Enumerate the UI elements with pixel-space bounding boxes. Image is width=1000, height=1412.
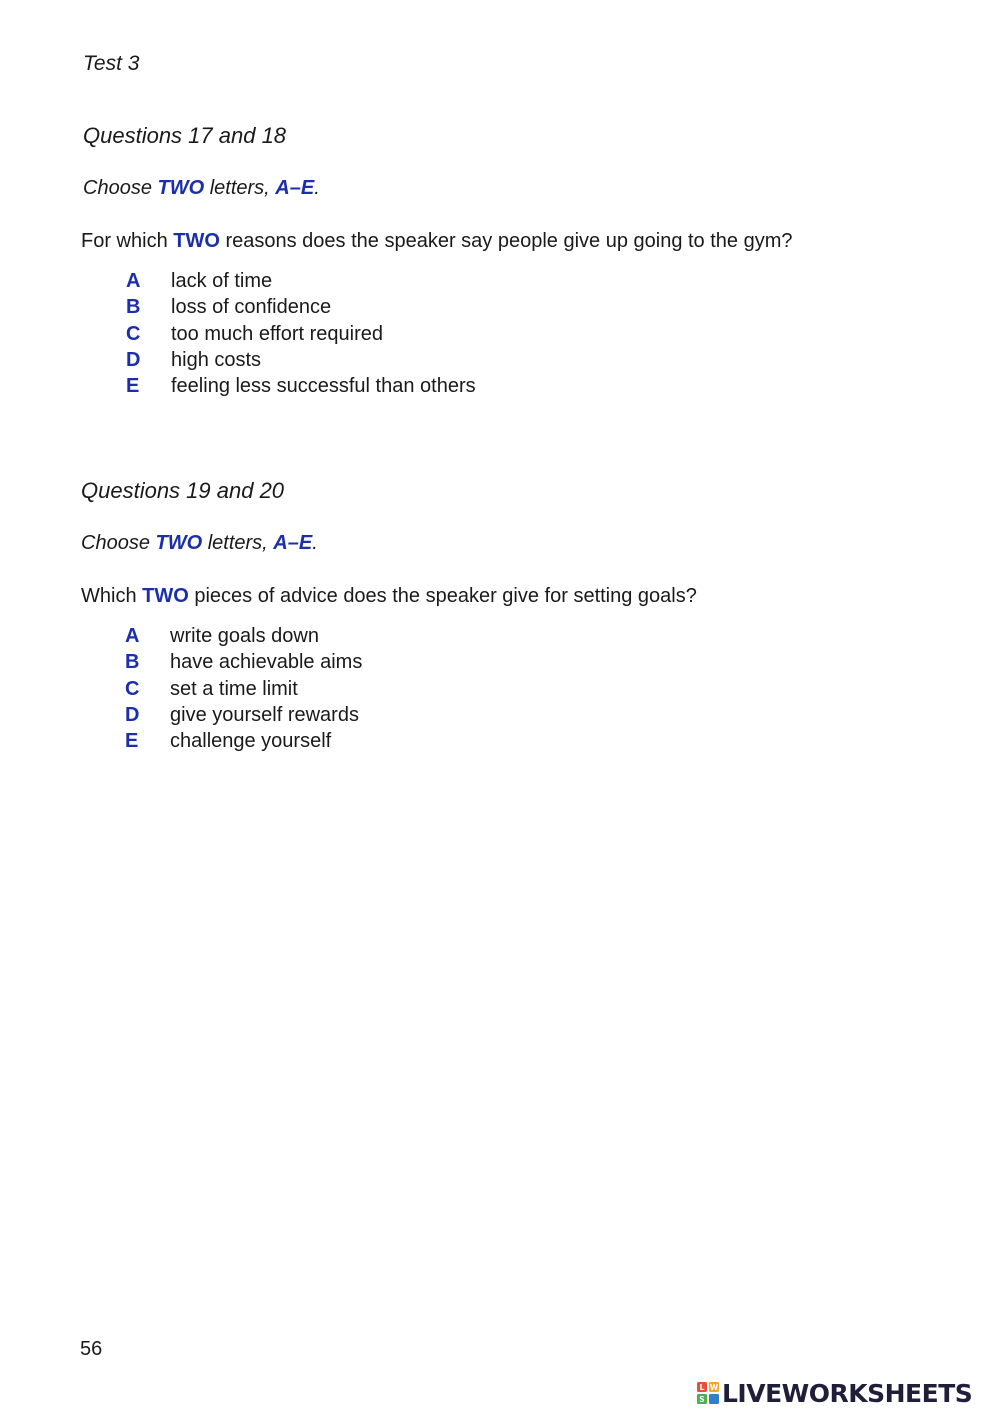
section2-prompt (81, 585, 697, 608)
option-text: loss of confidence (171, 296, 332, 319)
svg-text:S: S (699, 1395, 705, 1404)
option-letter: D (126, 348, 141, 371)
option-letter: C (126, 322, 141, 345)
svg-text:L: L (699, 1383, 705, 1393)
instruction-mid: letters, (204, 177, 276, 199)
instruction-post: . (314, 177, 320, 199)
option-letter: E (126, 375, 140, 398)
prompt-highlight-two: TWO (142, 585, 189, 607)
option-text: lack of time (171, 270, 273, 292)
section2-instruction (81, 532, 318, 555)
prompt-post: pieces of advice does the speaker give for setting goals? (188, 585, 697, 607)
page-number: 56 (80, 1338, 103, 1360)
instruction-highlight-range: A–E (273, 532, 313, 554)
option-letter: E (125, 730, 139, 753)
prompt-highlight-two: TWO (173, 230, 220, 252)
test-label: Test 3 (83, 52, 140, 75)
section1-heading: Questions 17 and 18 (83, 123, 287, 148)
option-text: feeling less successful than others (171, 375, 476, 398)
option-letter: B (126, 296, 141, 319)
option-text: set a time limit (170, 677, 298, 700)
liveworksheets-watermark (697, 1378, 972, 1408)
option-text: write goals down (170, 625, 319, 647)
option-text: challenge yourself (170, 730, 332, 753)
instruction-pre: Choose (81, 532, 156, 554)
option-text: high costs (171, 348, 262, 371)
watermark-text: LIVEWORKSHEETS (722, 1378, 973, 1408)
liveworksheets-logo-icon (697, 1382, 719, 1404)
section1-prompt (81, 230, 793, 253)
option-letter: C (125, 677, 140, 700)
svg-text:W: W (709, 1383, 719, 1393)
option-text: have achievable aims (170, 651, 363, 674)
option-text: too much effort required (171, 322, 383, 345)
option-text: give yourself rewards (170, 703, 359, 726)
instruction-post: . (312, 532, 318, 554)
option-letter: D (125, 703, 140, 726)
section2-heading: Questions 19 and 20 (81, 478, 285, 503)
prompt-post: reasons does the speaker say people give up going to the gym? (219, 230, 793, 252)
option-letter: A (126, 270, 141, 292)
option-letter: B (125, 651, 140, 674)
prompt-pre: For which (81, 230, 174, 252)
option-letter: A (125, 625, 140, 647)
instruction-mid: letters, (202, 532, 274, 554)
prompt-pre: Which (81, 585, 143, 607)
instruction-pre: Choose (83, 177, 158, 199)
instruction-highlight-range: A–E (275, 177, 315, 199)
instruction-highlight-two: TWO (157, 177, 205, 199)
section1-instruction (83, 177, 320, 200)
instruction-highlight-two: TWO (155, 532, 203, 554)
